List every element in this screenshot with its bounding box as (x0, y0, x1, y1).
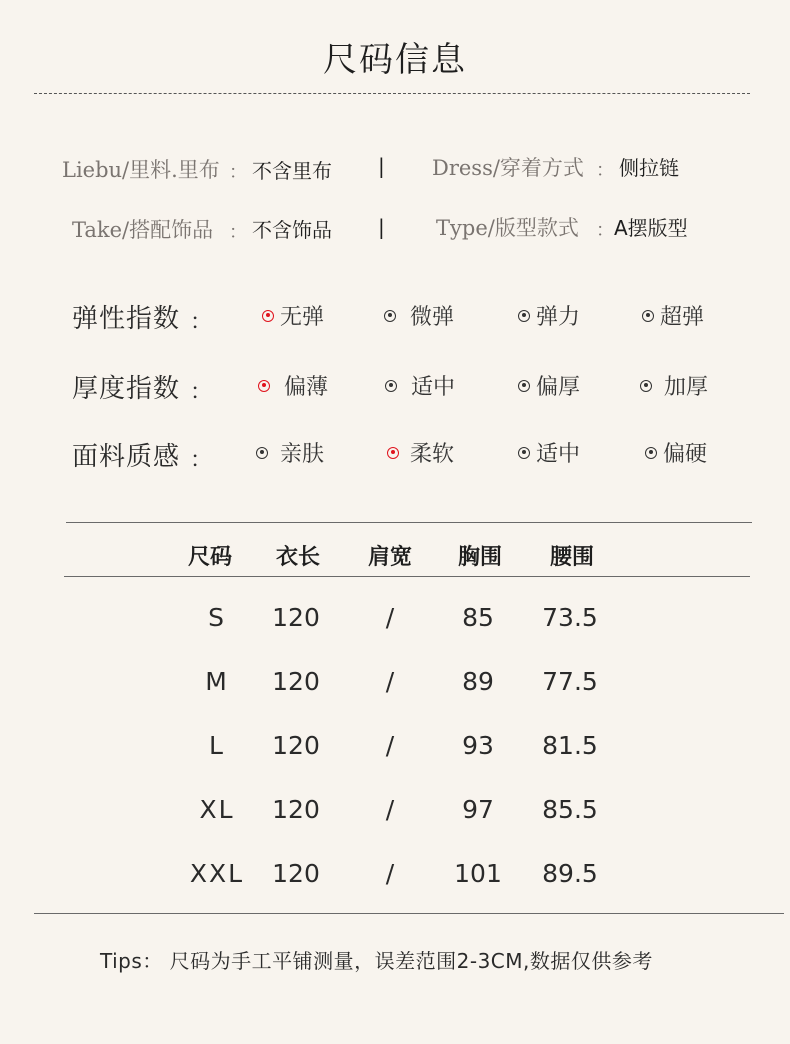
lining-value: 不含里布 (252, 159, 332, 183)
cell-size: M (205, 667, 229, 696)
cell-length: 120 (272, 795, 320, 824)
table-top-rule (66, 522, 752, 523)
cell-bust: 101 (454, 859, 502, 888)
take-value: 不含饰品 (252, 218, 332, 242)
cell-size: XL (199, 795, 235, 824)
rating-colon: ： (190, 310, 213, 335)
title-divider (34, 93, 750, 94)
tips-note: Tips： 尺码为手工平铺测量，误差范围2-3CM,数据仅供参考 (100, 949, 653, 973)
table-header-rule (64, 576, 750, 577)
page-title: 尺码信息 (323, 40, 467, 80)
rating-option: 弹力 (518, 300, 580, 331)
rating-option: 适中 (518, 437, 580, 468)
radio-icon (387, 447, 399, 459)
cell-length: 120 (272, 859, 320, 888)
take-label: Take/搭配饰品 (72, 218, 214, 242)
info-separator: | (378, 215, 385, 239)
rating-label: 弹性指数 (72, 304, 181, 334)
rating-option: 适中 (385, 370, 455, 401)
rating-option: 微弹 (384, 300, 454, 331)
cell-shoulder: / (385, 795, 395, 824)
rating-option: 偏硬 (645, 437, 707, 468)
rating-label: 面料质感 (72, 442, 181, 472)
cell-length: 120 (272, 667, 320, 696)
radio-icon (518, 447, 530, 459)
rating-colon: ： (190, 380, 213, 405)
radio-icon (262, 310, 274, 322)
cell-length: 120 (272, 603, 320, 632)
radio-icon (256, 447, 268, 459)
cell-size: XXL (189, 859, 245, 888)
radio-icon (384, 310, 396, 322)
rating-option: 加厚 (640, 370, 708, 401)
rating-option: 超弹 (642, 300, 704, 331)
cell-bust: 89 (462, 667, 494, 696)
radio-icon (640, 380, 652, 392)
cell-bust: 85 (462, 603, 494, 632)
cell-size: L (209, 731, 225, 760)
cell-size: S (208, 603, 226, 632)
rating-option-selected: 偏薄 (258, 370, 328, 401)
radio-icon (518, 310, 530, 322)
header-bust: 胸围 (457, 545, 502, 570)
lining-colon: ： (229, 162, 247, 183)
take-colon: ： (229, 222, 247, 243)
rating-option: 偏厚 (518, 370, 580, 401)
cell-waist: 73.5 (542, 603, 598, 632)
header-waist: 腰围 (549, 545, 594, 570)
cell-waist: 81.5 (542, 731, 598, 760)
cell-length: 120 (272, 731, 320, 760)
dress-colon: ： (596, 160, 614, 181)
info-separator: | (378, 154, 385, 178)
type-value: A摆版型 (614, 216, 688, 240)
header-size: 尺码 (187, 545, 232, 570)
cell-shoulder: / (385, 667, 395, 696)
type-colon: ： (596, 220, 614, 241)
dress-label: Dress/穿着方式 (432, 156, 584, 180)
cell-shoulder: / (385, 859, 395, 888)
rating-option-selected: 柔软 (387, 437, 454, 468)
radio-icon (645, 447, 657, 459)
header-length: 衣长 (275, 545, 320, 570)
radio-icon (258, 380, 270, 392)
cell-bust: 97 (462, 795, 494, 824)
radio-icon (518, 380, 530, 392)
lining-label: Liebu/里料.里布 (62, 158, 220, 182)
table-bottom-rule (34, 913, 784, 914)
header-shoulder: 肩宽 (367, 545, 412, 570)
cell-bust: 93 (462, 731, 494, 760)
type-label: Type/版型款式 (436, 216, 579, 240)
rating-colon: ： (190, 448, 213, 473)
radio-icon (385, 380, 397, 392)
cell-waist: 77.5 (542, 667, 598, 696)
rating-label: 厚度指数 (72, 374, 181, 404)
rating-option-selected: 无弹 (262, 300, 324, 331)
cell-waist: 89.5 (542, 859, 598, 888)
dress-value: 侧拉链 (619, 156, 679, 180)
cell-waist: 85.5 (542, 795, 598, 824)
cell-shoulder: / (385, 731, 395, 760)
rating-option: 亲肤 (256, 437, 324, 468)
cell-shoulder: / (385, 603, 395, 632)
radio-icon (642, 310, 654, 322)
